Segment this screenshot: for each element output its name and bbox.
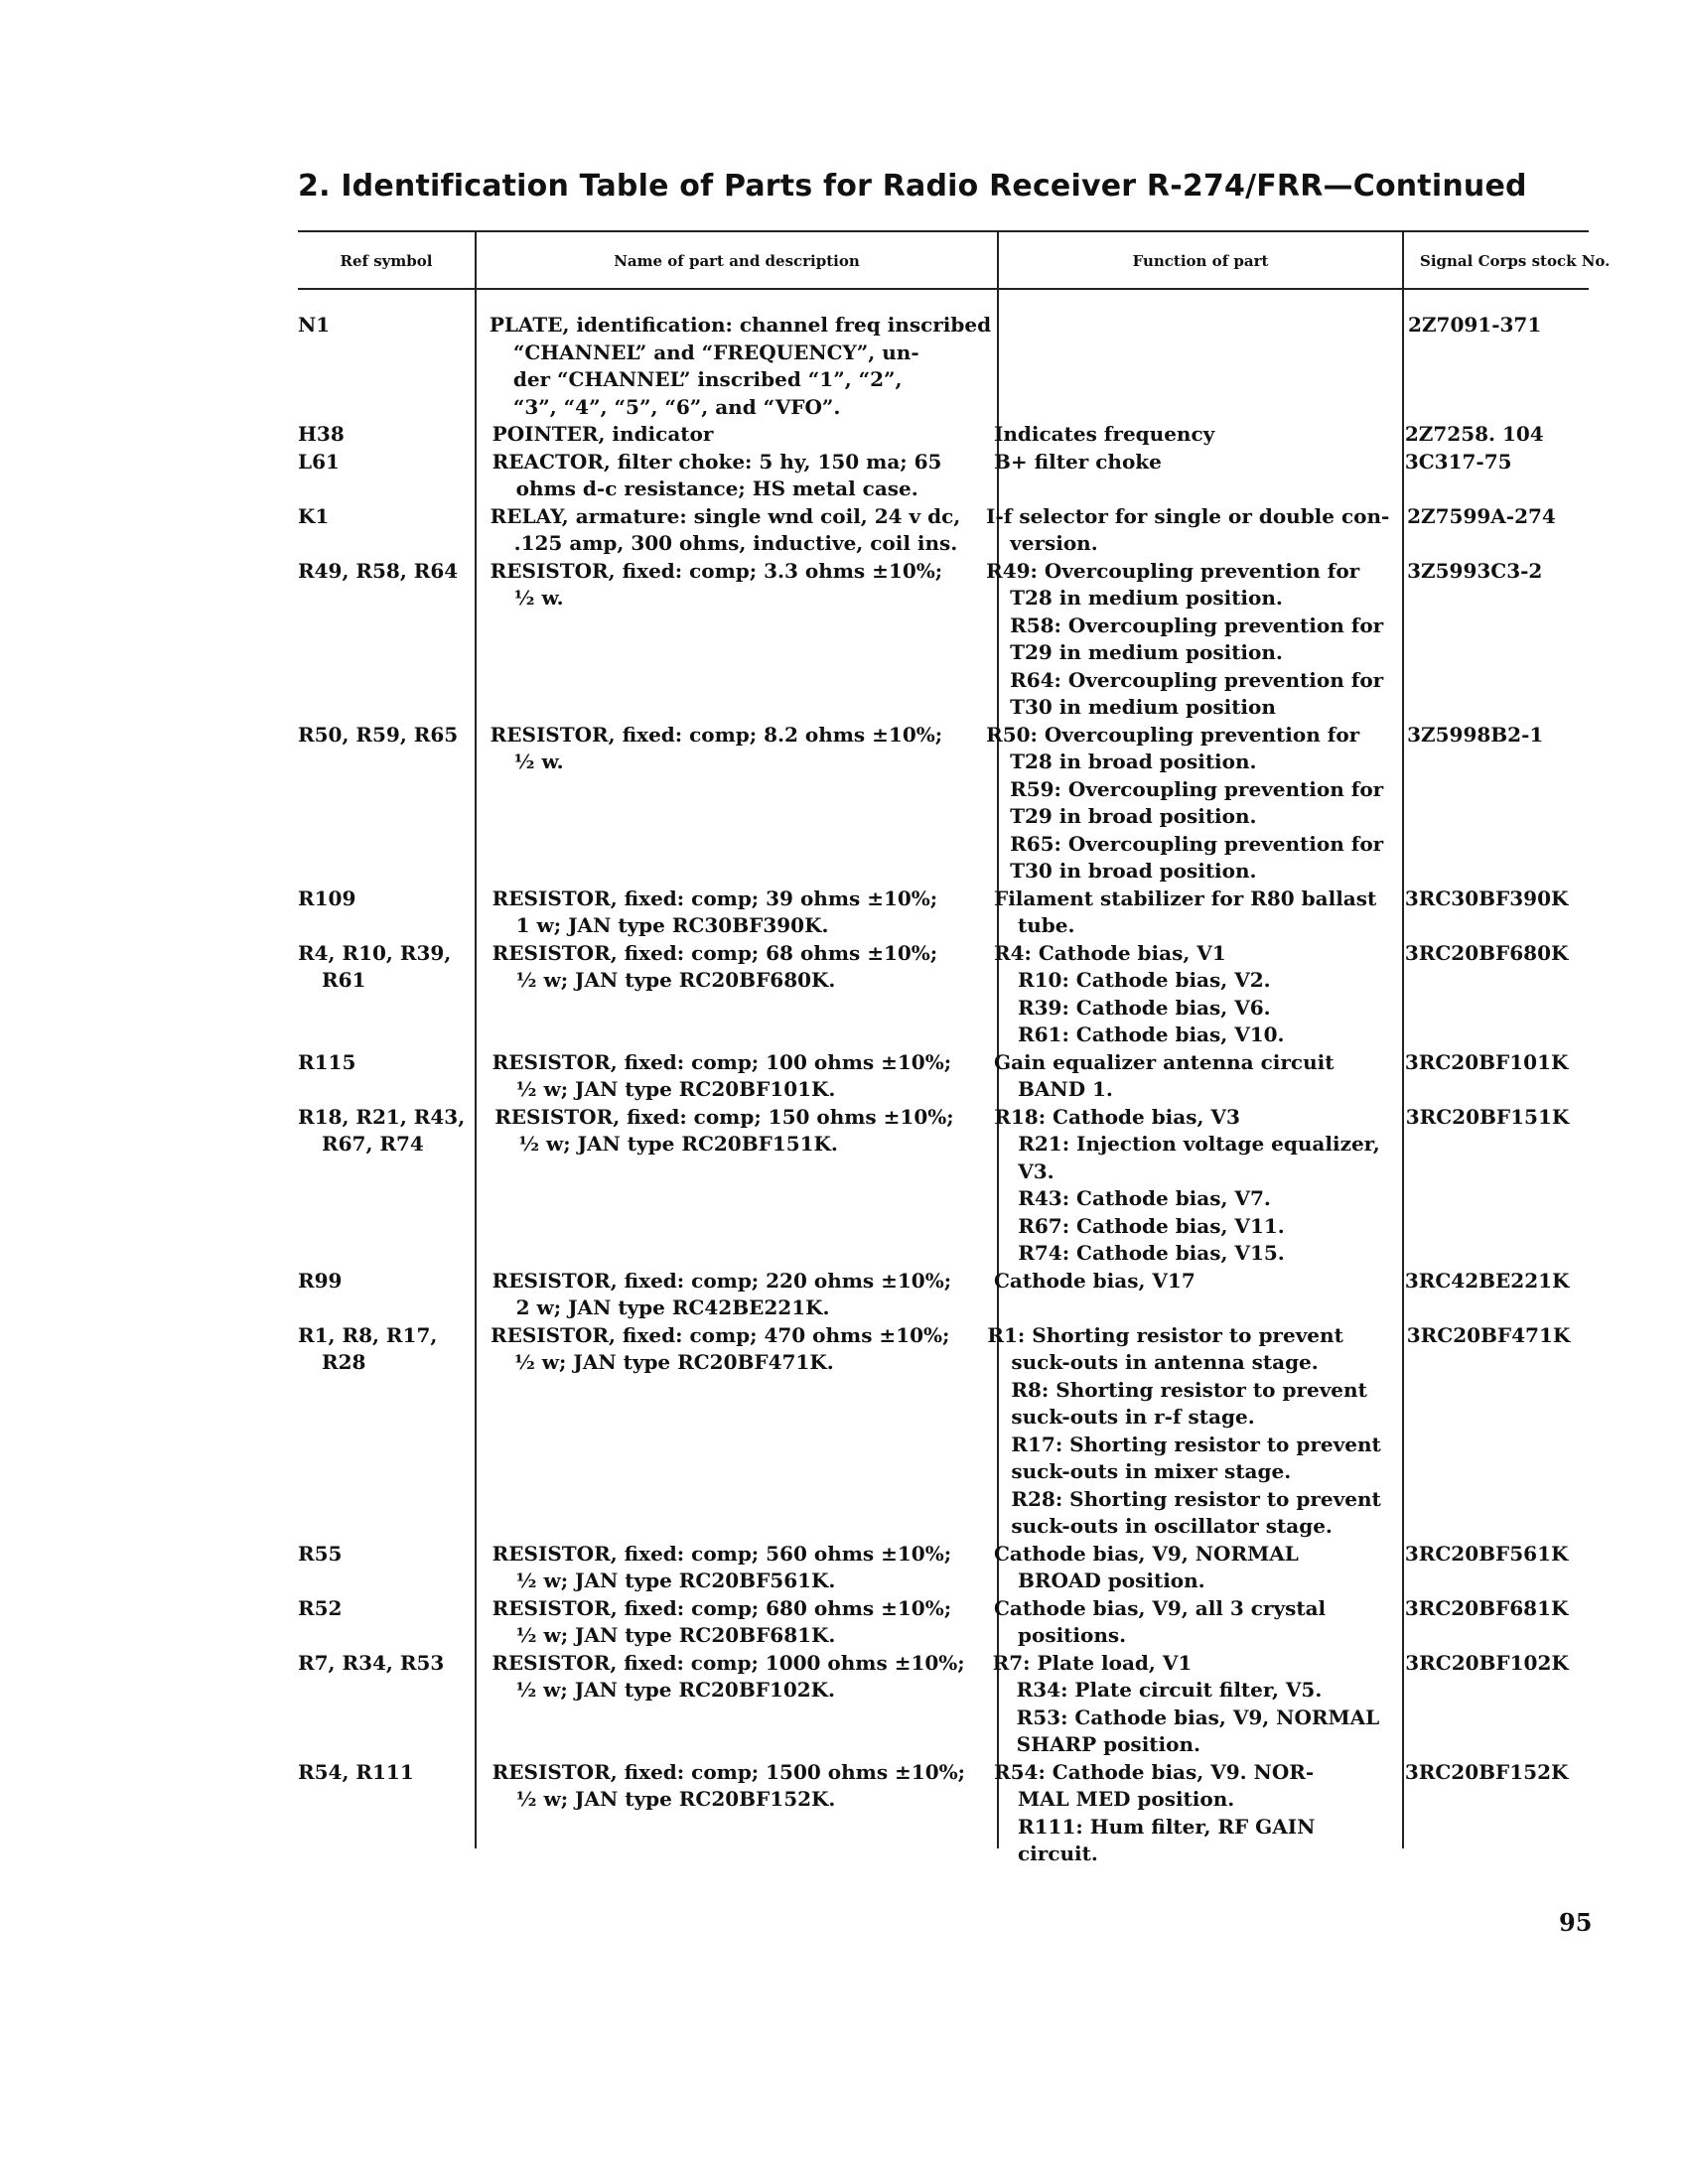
part-description-line: RESISTOR, fixed: comp; 100 ohms ±10%;: [492, 1049, 952, 1074]
part-description-line: 2 w; JAN type RC42BE221K.: [515, 1296, 830, 1319]
stock-number-cell: [1391, 722, 1589, 886]
ref-symbol-cell: [298, 1268, 471, 1322]
table-row: [298, 1268, 1589, 1322]
ref-symbol-line: R1, R8, R17,: [298, 1322, 438, 1347]
stock-number-line: 3RC20BF681K: [1404, 1595, 1569, 1620]
ref-symbol-cell: [298, 722, 469, 886]
function-line: version.: [1010, 531, 1098, 555]
ref-symbol-line: R67, R74: [322, 1132, 424, 1156]
header-ref-symbol: Ref symbol: [340, 252, 433, 270]
ref-symbol-line: R7, R34, R53: [298, 1650, 445, 1675]
function-line: R61: Cathode bias, V10.: [1018, 1023, 1285, 1046]
stock-number-line: 3RC20BF471K: [1406, 1322, 1571, 1347]
function-line: R21: Injection voltage equalizer,: [1018, 1132, 1380, 1156]
function-line: R64: Overcoupling prevention for: [1010, 667, 1384, 692]
function-line: Cathode bias, V17: [994, 1268, 1196, 1293]
function-line: I-f selector for single or double con-: [986, 503, 1390, 528]
table-row: [298, 558, 1589, 722]
function-line: T30 in broad position.: [1010, 859, 1257, 883]
function-cell: [980, 1595, 1389, 1650]
function-line: R34: Plate circuit filter, V5.: [1016, 1678, 1323, 1702]
ref-symbol-line: N1: [298, 313, 331, 337]
stock-number-cell: [1389, 886, 1589, 940]
ref-symbol-cell: [298, 886, 471, 940]
part-description-cell: [471, 886, 980, 940]
stock-number-line: 3RC20BF101K: [1404, 1049, 1569, 1074]
part-description-line: .125 amp, 300 ohms, inductive, coil ins.: [513, 531, 958, 555]
function-line: V3.: [1018, 1159, 1055, 1183]
function-line: T29 in broad position.: [1010, 804, 1257, 828]
table-row: [298, 1104, 1589, 1268]
function-line: Cathode bias, V9, NORMAL: [994, 1541, 1299, 1566]
part-description-cell: [471, 449, 980, 503]
table-title: 2. Identification Table of Parts for Radio Receiver R-274/FRR—Continued: [298, 169, 1527, 204]
function-cell: [980, 449, 1389, 503]
table-row: [298, 1595, 1589, 1650]
function-cell: [980, 886, 1389, 940]
stock-number-cell: [1389, 1650, 1589, 1759]
function-line: R59: Overcoupling prevention for: [1010, 776, 1384, 801]
part-description-line: ½ w; JAN type RC20BF152K.: [515, 1787, 836, 1811]
function-cell: [973, 1322, 1390, 1541]
part-description-cell: [469, 503, 972, 558]
stock-number-line: 3RC42BE221K: [1404, 1268, 1570, 1293]
table-row: [298, 722, 1589, 886]
part-description-line: REACTOR, filter choke: 5 hy, 150 ma; 65: [492, 449, 942, 474]
ref-symbol-cell: [298, 1759, 471, 1868]
function-line: Indicates frequency: [994, 422, 1215, 446]
part-description-cell: [471, 421, 980, 449]
function-cell: [972, 558, 1391, 722]
function-line: R7: Plate load, V1: [992, 1650, 1193, 1675]
part-description-line: RESISTOR, fixed: comp; 150 ohms ±10%;: [494, 1104, 954, 1129]
table-row: [298, 449, 1589, 503]
part-description-line: RESISTOR, fixed: comp; 680 ohms ±10%;: [492, 1595, 952, 1620]
stock-number-cell: [1391, 1322, 1589, 1541]
function-line: BAND 1.: [1018, 1077, 1113, 1101]
ref-symbol-line: R18, R21, R43,: [298, 1104, 466, 1129]
function-line: T29 in medium position.: [1010, 640, 1283, 664]
part-description-line: RELAY, armature: single wnd coil, 24 v dc,: [490, 503, 961, 528]
stock-number-line: 3RC30BF390K: [1404, 886, 1569, 910]
function-line: Gain equalizer antenna circuit: [994, 1049, 1335, 1074]
function-line: T30 in medium position: [1010, 695, 1276, 719]
ref-symbol-line: R61: [322, 968, 366, 992]
header-function: Function of part: [1132, 252, 1269, 270]
ref-symbol-cell: [298, 1049, 471, 1104]
stock-number-cell: [1392, 312, 1589, 421]
part-description-line: POINTER, indicator: [492, 422, 714, 446]
function-line: R50: Overcoupling prevention for: [986, 722, 1360, 747]
ref-symbol-cell: [298, 449, 471, 503]
function-line: R49: Overcoupling prevention for: [986, 558, 1360, 583]
table-row: [298, 503, 1589, 558]
part-description-line: “3”, “4”, “5”, “6”, and “VFO”.: [512, 394, 841, 419]
function-line: R18: Cathode bias, V3: [994, 1104, 1240, 1129]
stock-number-cell: [1389, 1541, 1589, 1595]
stock-number-line: 3Z5998B2-1: [1407, 722, 1544, 747]
function-line: T28 in medium position.: [1010, 586, 1283, 610]
table-row: [298, 312, 1589, 421]
ref-symbol-line: R50, R59, R65: [298, 722, 459, 747]
stock-number-cell: [1391, 503, 1589, 558]
function-line: suck-outs in oscillator stage.: [1011, 1514, 1333, 1538]
function-line: MAL MED position.: [1018, 1787, 1235, 1811]
function-line: R8: Shorting resistor to prevent: [1011, 1377, 1367, 1402]
table-row: [298, 886, 1589, 940]
stock-number-line: 2Z7599A-274: [1407, 503, 1556, 528]
part-description-line: ½ w; JAN type RC20BF151K.: [518, 1132, 838, 1156]
part-description-line: RESISTOR, fixed: comp; 560 ohms ±10%;: [492, 1541, 952, 1566]
ref-symbol-line: R4, R10, R39,: [298, 940, 452, 965]
stock-number-line: 3RC20BF561K: [1404, 1541, 1569, 1566]
table-row: [298, 1541, 1589, 1595]
ref-symbol-cell: [298, 503, 469, 558]
ref-symbol-line: R99: [298, 1268, 343, 1293]
part-description-line: ½ w; JAN type RC20BF561K.: [515, 1569, 836, 1592]
parts-table: [298, 230, 1611, 1868]
function-line: suck-outs in mixer stage.: [1011, 1459, 1292, 1483]
function-line: R65: Overcoupling prevention for: [1010, 831, 1384, 856]
part-description-line: ½ w.: [513, 586, 564, 610]
part-description-line: “CHANNEL” and “FREQUENCY”, un-: [512, 340, 919, 364]
header-top-rule: [298, 230, 1589, 232]
function-cell: [980, 940, 1389, 1049]
part-description-line: ½ w.: [513, 750, 564, 773]
stock-number-line: 3RC20BF102K: [1405, 1650, 1569, 1675]
stock-number-line: 3RC20BF680K: [1404, 940, 1569, 965]
stock-number-line: 2Z7091-371: [1408, 313, 1542, 337]
table-row: [298, 421, 1589, 449]
stock-number-cell: [1391, 558, 1589, 722]
stock-number-line: 3RC20BF152K: [1404, 1759, 1569, 1784]
stock-number-cell: [1390, 1104, 1589, 1268]
table-body: [298, 312, 1589, 1868]
part-description-cell: [471, 940, 980, 1049]
function-cell: [979, 1650, 1390, 1759]
stock-number-cell: [1389, 1759, 1589, 1868]
part-description-cell: [471, 1595, 980, 1650]
part-description-line: RESISTOR, fixed: comp; 3.3 ohms ±10%;: [490, 558, 943, 583]
ref-symbol-line: R55: [298, 1541, 343, 1566]
ref-symbol-line: R52: [298, 1595, 343, 1620]
stock-number-line: 3RC20BF151K: [1405, 1104, 1570, 1129]
table-row: [298, 1650, 1589, 1759]
part-description-line: ½ w; JAN type RC20BF681K.: [515, 1623, 836, 1647]
stock-number-line: 2Z7258. 104: [1404, 422, 1544, 446]
ref-symbol-line: R49, R58, R64: [298, 558, 459, 583]
stock-number-cell: [1389, 449, 1589, 503]
function-line: BROAD position.: [1018, 1569, 1205, 1592]
part-description-line: ½ w; JAN type RC20BF680K.: [515, 968, 836, 992]
function-line: R53: Cathode bias, V9, NORMAL: [1016, 1705, 1380, 1729]
stock-number-cell: [1389, 1049, 1589, 1104]
part-description-cell: [469, 558, 972, 722]
part-description-cell: [471, 1268, 980, 1322]
part-description-line: 1 w; JAN type RC30BF390K.: [515, 913, 829, 937]
ref-symbol-line: R54, R111: [298, 1759, 414, 1784]
stock-number-line: 3Z5993C3-2: [1407, 558, 1543, 583]
function-line: Filament stabilizer for R80 ballast: [994, 886, 1377, 910]
function-cell: [980, 421, 1389, 449]
ref-symbol-line: R115: [298, 1049, 356, 1074]
stock-number-cell: [1389, 1595, 1589, 1650]
stock-number-cell: [1389, 940, 1589, 1049]
function-line: R74: Cathode bias, V15.: [1018, 1241, 1285, 1265]
stock-number-cell: [1389, 421, 1589, 449]
part-description-line: ohms d-c resistance; HS metal case.: [515, 477, 918, 500]
part-description-line: RESISTOR, fixed: comp; 1500 ohms ±10%;: [492, 1759, 966, 1784]
part-description-line: RESISTOR, fixed: comp; 8.2 ohms ±10%;: [490, 722, 943, 747]
function-cell: [980, 1759, 1389, 1868]
function-line: R4: Cathode bias, V1: [994, 940, 1226, 965]
part-description-cell: [471, 1759, 980, 1868]
table-row: [298, 1759, 1589, 1868]
ref-symbol-cell: [298, 312, 468, 421]
function-line: R54: Cathode bias, V9. NOR-: [994, 1759, 1315, 1784]
function-cell: [990, 312, 1392, 421]
function-cell: [972, 503, 1391, 558]
function-line: circuit.: [1018, 1842, 1098, 1865]
function-cell: [972, 722, 1391, 886]
part-description-cell: [471, 1541, 980, 1595]
header-stock-number: Signal Corps stock No.: [1420, 252, 1611, 270]
table-row: [298, 1049, 1589, 1104]
function-line: Cathode bias, V9, all 3 crystal: [994, 1595, 1327, 1620]
part-description-line: RESISTOR, fixed: comp; 220 ohms ±10%;: [492, 1268, 952, 1293]
stock-number-line: 3C317-75: [1404, 449, 1512, 474]
function-line: suck-outs in r-f stage.: [1011, 1405, 1255, 1429]
table-row: [298, 1322, 1589, 1541]
function-cell: [980, 1268, 1389, 1322]
function-cell: [980, 1049, 1389, 1104]
part-description-line: RESISTOR, fixed: comp; 39 ohms ±10%;: [492, 886, 938, 910]
ref-symbol-line: L61: [298, 449, 340, 474]
function-line: positions.: [1018, 1623, 1127, 1647]
function-line: R67: Cathode bias, V11.: [1018, 1213, 1285, 1238]
ref-symbol-cell: [298, 1104, 473, 1268]
part-description-line: RESISTOR, fixed: comp; 1000 ohms ±10%;: [492, 1650, 965, 1675]
ref-symbol-cell: [298, 1322, 469, 1541]
function-line: tube.: [1018, 913, 1075, 937]
function-cell: [980, 1541, 1389, 1595]
header-bottom-rule: [298, 288, 1589, 290]
function-line: R10: Cathode bias, V2.: [1018, 968, 1271, 992]
function-line: R39: Cathode bias, V6.: [1018, 995, 1271, 1020]
part-description-line: PLATE, identification: channel freq inscribed: [489, 313, 992, 337]
part-description-line: RESISTOR, fixed: comp; 470 ohms ±10%;: [490, 1322, 950, 1347]
function-line: R1: Shorting resistor to prevent: [987, 1322, 1343, 1347]
ref-symbol-line: H38: [298, 422, 345, 446]
function-line: R111: Hum filter, RF GAIN: [1018, 1814, 1316, 1839]
part-description-cell: [469, 722, 972, 886]
ref-symbol-line: K1: [298, 503, 330, 528]
ref-symbol-cell: [298, 1595, 471, 1650]
part-description-line: ½ w; JAN type RC20BF101K.: [515, 1077, 836, 1101]
ref-symbol-line: R109: [298, 886, 356, 910]
part-description-cell: [473, 1104, 980, 1268]
function-line: R43: Cathode bias, V7.: [1018, 1186, 1271, 1210]
ref-symbol-cell: [298, 1650, 470, 1759]
part-description-cell: [469, 1322, 973, 1541]
function-line: B+ filter choke: [994, 449, 1162, 474]
part-description-line: der “CHANNEL” inscribed “1”, “2”,: [512, 367, 903, 391]
function-cell: [980, 1104, 1389, 1268]
function-line: R17: Shorting resistor to prevent: [1011, 1432, 1381, 1456]
part-description-cell: [468, 312, 990, 421]
ref-symbol-cell: [298, 558, 469, 722]
header-name-description: Name of part and description: [614, 252, 860, 270]
part-description-cell: [471, 1049, 980, 1104]
function-line: R28: Shorting resistor to prevent: [1011, 1486, 1381, 1511]
function-line: suck-outs in antenna stage.: [1011, 1350, 1319, 1374]
table-row: [298, 940, 1589, 1049]
part-description-cell: [470, 1650, 978, 1759]
function-line: T28 in broad position.: [1010, 750, 1257, 773]
ref-symbol-cell: [298, 421, 471, 449]
function-line: SHARP position.: [1016, 1732, 1200, 1756]
ref-symbol-cell: [298, 1541, 471, 1595]
page-number: 95: [1559, 1908, 1593, 1937]
part-description-line: ½ w; JAN type RC20BF102K.: [515, 1678, 836, 1702]
part-description-line: ½ w; JAN type RC20BF471K.: [513, 1350, 834, 1374]
part-description-line: RESISTOR, fixed: comp; 68 ohms ±10%;: [492, 940, 938, 965]
ref-symbol-line: R28: [322, 1350, 366, 1374]
ref-symbol-cell: [298, 940, 471, 1049]
function-line: R58: Overcoupling prevention for: [1010, 613, 1384, 637]
stock-number-cell: [1389, 1268, 1589, 1322]
